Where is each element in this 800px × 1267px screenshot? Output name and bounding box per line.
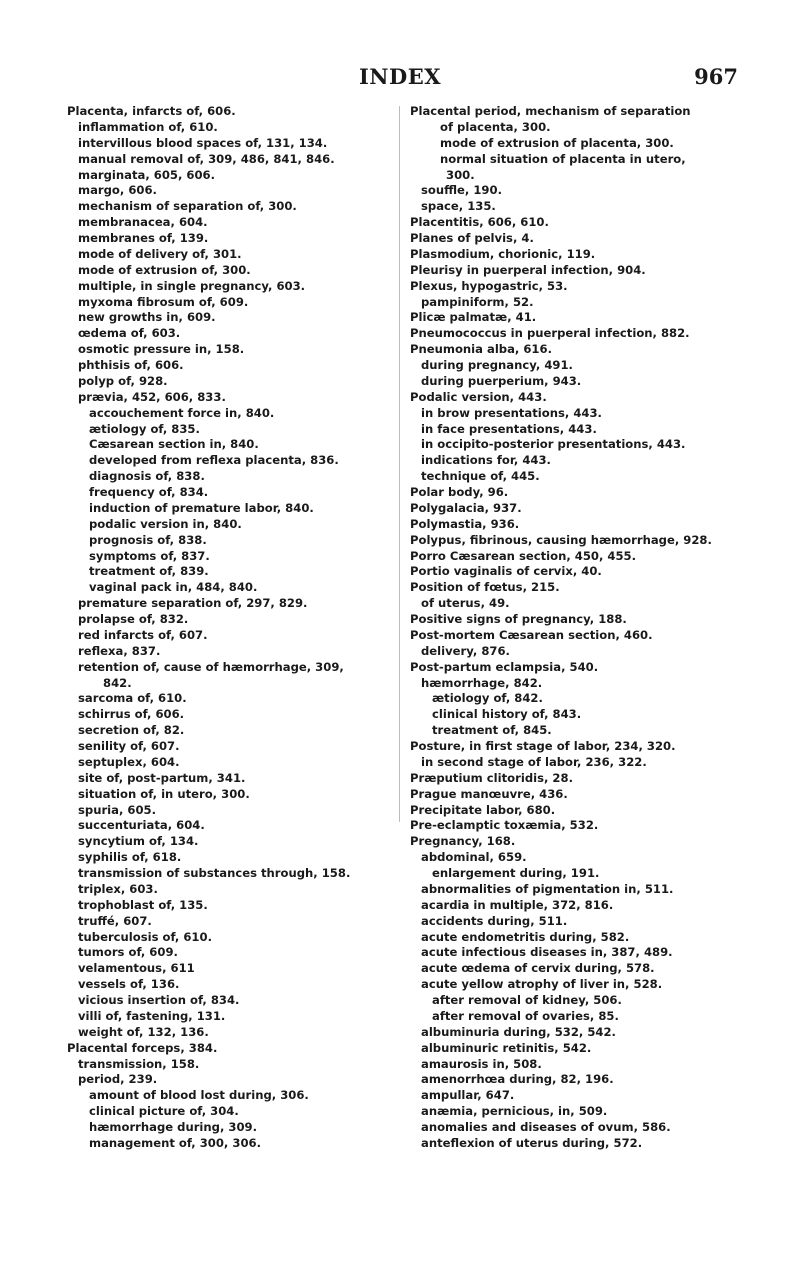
index-entry: technique of, 445.: [421, 469, 540, 484]
page-number: 967: [694, 64, 738, 89]
index-entry: multiple, in single pregnancy, 603.: [78, 278, 306, 293]
index-entry: souffle, 190.: [421, 183, 502, 198]
index-entry: reflexa, 837.: [78, 643, 161, 658]
index-entry: Placentitis, 606, 610.: [410, 215, 549, 230]
index-entry: senility of, 607.: [78, 739, 180, 753]
index-entry: management of, 300, 306.: [89, 1135, 261, 1150]
index-column-left: [67, 104, 397, 1152]
index-entry: anteflexion of uterus during, 572.: [421, 1135, 643, 1150]
index-entry: truffé, 607.: [78, 913, 152, 928]
index-entry: Polypus, fibrinous, causing hæmorrhage, 928.: [410, 532, 712, 547]
page-header: [0, 64, 800, 88]
index-entry: premature separation of, 297, 829.: [78, 596, 308, 611]
index-entry: vicious insertion of, 834.: [78, 993, 240, 1007]
index-entry: Pneumonia alba, 616.: [410, 342, 552, 357]
index-entry: anomalies and diseases of ovum, 586.: [421, 1120, 671, 1134]
index-entry: Plexus, hypogastric, 53.: [410, 278, 568, 293]
index-entry: syphilis of, 618.: [78, 850, 182, 865]
index-entry: intervillous blood spaces of, 131, 134.: [78, 135, 328, 150]
index-entry: clinical picture of, 304.: [89, 1104, 239, 1119]
index-entry: Post-partum eclampsia, 540.: [410, 659, 599, 674]
index-entry: mode of delivery of, 301.: [78, 246, 242, 261]
index-entry: symptoms of, 837.: [89, 548, 210, 563]
index-entry: Prague manœuvre, 436.: [410, 786, 568, 801]
index-entry: Planes of pelvis, 4.: [410, 231, 534, 245]
index-entry: Præputium clitoridis, 28.: [410, 770, 573, 785]
index-entry: ætiology of, 842.: [432, 691, 543, 706]
index-entry: Podalic version, 443.: [410, 389, 547, 404]
index-entry: 300.: [446, 167, 475, 182]
index-entry: trophoblast of, 135.: [78, 897, 208, 912]
index-entry: Positive signs of pregnancy, 188.: [410, 612, 627, 626]
index-entry: acardia in multiple, 372, 816.: [421, 897, 614, 912]
index-entry: ætiology of, 835.: [89, 421, 200, 436]
index-entry: podalic version in, 840.: [89, 516, 242, 531]
index-entry: osmotic pressure in, 158.: [78, 342, 245, 357]
index-entry: accidents during, 511.: [421, 913, 568, 928]
index-entry: Placental forceps, 384.: [67, 1040, 218, 1055]
index-entry: prævia, 452, 606, 833.: [78, 389, 226, 404]
index-entry: abdominal, 659.: [421, 850, 527, 865]
index-entry: Portio vaginalis of cervix, 40.: [410, 564, 602, 579]
index-entry: 842.: [103, 675, 132, 690]
index-entry: triplex, 603.: [78, 881, 158, 896]
index-entry: frequency of, 834.: [89, 485, 209, 499]
page-title: INDEX: [358, 64, 442, 89]
index-entry: of placenta, 300.: [440, 119, 551, 134]
index-entry: in face presentations, 443.: [421, 421, 597, 436]
index-entry: period, 239.: [78, 1072, 158, 1087]
index-entry: amount of blood lost during, 306.: [89, 1088, 309, 1103]
index-entry: treatment of, 845.: [432, 723, 552, 738]
index-entry: myxoma fibrosum of, 609.: [78, 294, 249, 309]
index-entry: Placenta, infarcts of, 606.: [67, 104, 236, 118]
index-entry: ampullar, 647.: [421, 1088, 515, 1103]
index-entry: succenturiata, 604.: [78, 818, 205, 833]
index-entry: abnormalities of pigmentation in, 511.: [421, 881, 674, 896]
index-entry: acute infectious diseases in, 387, 489.: [421, 945, 673, 960]
index-entry: Polygalacia, 937.: [410, 500, 522, 515]
index-entry: developed from reflexa placenta, 836.: [89, 453, 339, 468]
index-entry: anæmia, pernicious, in, 509.: [421, 1104, 608, 1119]
index-entry: sarcoma of, 610.: [78, 691, 187, 706]
index-entry: septuplex, 604.: [78, 754, 180, 769]
index-entry: Precipitate labor, 680.: [410, 802, 556, 817]
index-entry: enlargement during, 191.: [432, 866, 600, 880]
index-column-right: [410, 104, 755, 1152]
index-entry: Polar body, 96.: [410, 485, 509, 499]
index-entry: manual removal of, 309, 486, 841, 846.: [78, 151, 335, 166]
index-entry: amenorrhœa during, 82, 196.: [421, 1072, 614, 1087]
index-entry: Polymastia, 936.: [410, 516, 520, 531]
index-entry: after removal of kidney, 506.: [432, 993, 622, 1007]
index-entry: phthisis of, 606.: [78, 358, 184, 372]
index-entry: secretion of, 82.: [78, 723, 185, 738]
index-entry: in second stage of labor, 236, 322.: [421, 754, 647, 769]
index-entry: situation of, in utero, 300.: [78, 786, 250, 801]
index-entry: Post-mortem Cæsarean section, 460.: [410, 627, 653, 642]
index-entry: Pregnancy, 168.: [410, 834, 516, 849]
index-entry: weight of, 132, 136.: [78, 1024, 209, 1039]
index-entry: velamentous, 611: [78, 961, 195, 976]
index-entry: during pregnancy, 491.: [421, 358, 573, 372]
index-entry: treatment of, 839.: [89, 564, 209, 579]
index-entry: Posture, in first stage of labor, 234, 320.: [410, 739, 676, 753]
index-entry: mechanism of separation of, 300.: [78, 199, 297, 214]
index-entry: vessels of, 136.: [78, 977, 180, 992]
index-entry: prognosis of, 838.: [89, 532, 207, 547]
index-entry: transmission, 158.: [78, 1056, 200, 1071]
index-entry: hæmorrhage, 842.: [421, 675, 543, 690]
index-entry: Cæsarean section in, 840.: [89, 437, 259, 452]
index-entry: retention of, cause of hæmorrhage, 309,: [78, 659, 344, 674]
index-entry: in occipito-posterior presentations, 443.: [421, 437, 686, 452]
index-entry: site of, post-partum, 341.: [78, 770, 246, 785]
index-entry: vaginal pack in, 484, 840.: [89, 580, 258, 595]
index-entry: hæmorrhage during, 309.: [89, 1120, 258, 1134]
index-entry: Position of fœtus, 215.: [410, 580, 560, 595]
index-entry: membranes of, 139.: [78, 231, 209, 245]
index-entry: after removal of ovaries, 85.: [432, 1008, 619, 1023]
index-entry: albuminuria during, 532, 542.: [421, 1024, 616, 1039]
index-entry: acute œdema of cervix during, 578.: [421, 961, 655, 976]
index-entry: Pre-eclamptic toxæmia, 532.: [410, 818, 599, 833]
index-entry: induction of premature labor, 840.: [89, 500, 314, 515]
index-entry: diagnosis of, 838.: [89, 469, 205, 484]
index-entry: œdema of, 603.: [78, 326, 181, 341]
index-entry: villi of, fastening, 131.: [78, 1008, 226, 1023]
index-entry: Pneumococcus in puerperal infection, 882.: [410, 326, 690, 341]
index-entry: tumors of, 609.: [78, 945, 178, 960]
index-entry: mode of extrusion of, 300.: [78, 262, 251, 277]
index-entry: albuminuric retinitis, 542.: [421, 1040, 592, 1055]
index-entry: delivery, 876.: [421, 643, 510, 658]
index-entry: schirrus of, 606.: [78, 707, 185, 722]
index-entry: prolapse of, 832.: [78, 612, 189, 626]
index-entry: clinical history of, 843.: [432, 707, 582, 722]
index-entry: Plasmodium, chorionic, 119.: [410, 246, 596, 261]
index-entry: inflammation of, 610.: [78, 119, 218, 134]
index-entry: polyp of, 928.: [78, 373, 168, 388]
index-entry: acute yellow atrophy of liver in, 528.: [421, 977, 663, 992]
index-entry: Placental period, mechanism of separation: [410, 104, 691, 118]
index-entry: space, 135.: [421, 199, 496, 214]
index-entry: Plicæ palmatæ, 41.: [410, 310, 537, 325]
index-entry: red infarcts of, 607.: [78, 627, 208, 642]
index-entry: during puerperium, 943.: [421, 373, 582, 388]
index-entry: mode of extrusion of placenta, 300.: [440, 135, 674, 150]
index-entry: accouchement force in, 840.: [89, 405, 275, 420]
index-entry: Porro Cæsarean section, 450, 455.: [410, 548, 637, 563]
index-entry: spuria, 605.: [78, 802, 157, 817]
index-entry: new growths in, 609.: [78, 310, 216, 325]
index-entry: transmission of substances through, 158.: [78, 866, 351, 880]
index-entry: amaurosis in, 508.: [421, 1056, 542, 1071]
index-entry: Pleurisy in puerperal infection, 904.: [410, 262, 646, 277]
index-entry: pampiniform, 52.: [421, 294, 534, 309]
index-entry: marginata, 605, 606.: [78, 167, 216, 182]
index-entry: syncytium of, 134.: [78, 834, 199, 849]
index-entry: normal situation of placenta in utero,: [440, 151, 686, 166]
index-entry: margo, 606.: [78, 183, 157, 198]
index-entry: of uterus, 49.: [421, 596, 510, 611]
index-entry: membranacea, 604.: [78, 215, 208, 230]
index-entry: tuberculosis of, 610.: [78, 929, 212, 944]
column-divider: [399, 106, 400, 822]
index-entry: indications for, 443.: [421, 453, 551, 468]
index-entry: in brow presentations, 443.: [421, 405, 602, 420]
index-entry: acute endometritis during, 582.: [421, 929, 630, 944]
